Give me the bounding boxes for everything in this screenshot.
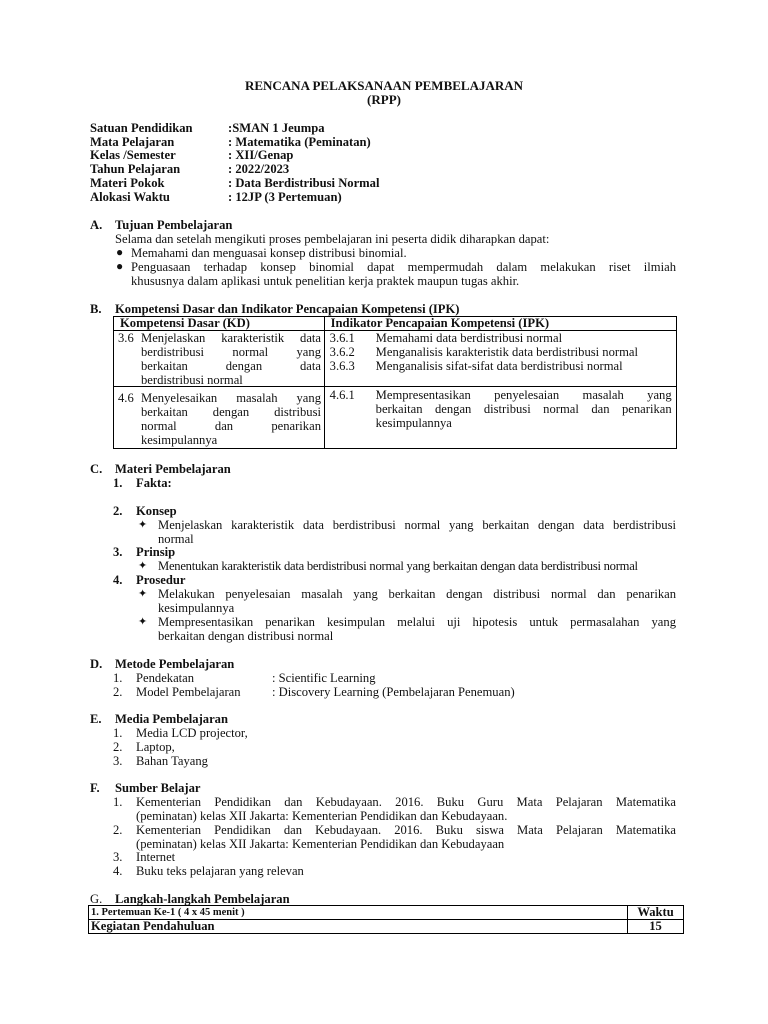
- ipk-cell: [324, 387, 676, 449]
- section-heading: Materi Pembelajaran: [115, 462, 231, 476]
- item-label: Model Pembelajaran: [136, 685, 241, 699]
- item-text: (peminatan) kelas XII Jakarta: Kementerian Pendidikan dan Kebudayaan.: [136, 809, 508, 823]
- identity-value: :SMAN 1 Jeumpa: [228, 121, 325, 135]
- item-number: 2.: [113, 504, 123, 518]
- section-letter: B.: [90, 302, 102, 316]
- column-header-ipk: Indikator Pencapaian Kompetensi (IPK): [324, 317, 676, 331]
- section-letter: D.: [90, 657, 103, 671]
- list-text: Mempresentasikan penarikan kesimpulan melalui uji hipotesis untuk permasalahan yang: [158, 615, 676, 629]
- langkah-table: [88, 905, 684, 934]
- kd-number: 4.6: [118, 391, 134, 405]
- item-number: 4.: [113, 573, 123, 587]
- section-heading: Tujuan Pembelajaran: [115, 218, 233, 232]
- document-subtitle: (RPP): [367, 92, 401, 107]
- item-number: 2.: [113, 685, 123, 699]
- identity-value: : Matematika (Peminatan): [228, 135, 371, 149]
- identity-value: : 12JP (3 Pertemuan): [228, 190, 342, 204]
- section-letter: E.: [90, 712, 102, 726]
- item-label: Prinsip: [136, 545, 176, 559]
- waktu-header: Waktu: [628, 906, 684, 920]
- item-text: Buku teks pelajaran yang relevan: [136, 864, 304, 878]
- kd-text: berkaitan dengan data: [141, 359, 321, 373]
- ipk-number: 3.6.3: [329, 359, 355, 373]
- item-value: : Discovery Learning (Pembelajaran Penemuan): [272, 685, 515, 699]
- identity-value: : Data Berdistribusi Normal: [228, 176, 380, 190]
- kd-text: berdistribusi normal: [141, 373, 243, 387]
- ipk-number: 4.6.1: [329, 388, 355, 402]
- star-bullet-icon: ✦: [138, 588, 148, 600]
- identity-value: : XII/Genap: [228, 148, 294, 162]
- pertemuan-header: 1. Pertemuan Ke-1 ( 4 x 45 menit ): [89, 906, 628, 920]
- item-number: 4.: [113, 864, 123, 878]
- identity-label: Kelas /Semester: [90, 148, 176, 162]
- list-text: normal: [158, 532, 194, 546]
- section-heading: Kompetensi Dasar dan Indikator Pencapaian Kompetensi (IPK): [115, 302, 460, 316]
- kd-text: Menyelesaikan masalah yang: [141, 391, 321, 405]
- item-label: Prosedur: [136, 573, 186, 587]
- kd-ipk-table: [113, 316, 677, 449]
- section-heading: Media Pembelajaran: [115, 712, 228, 726]
- star-bullet-icon: ✦: [138, 560, 148, 572]
- ipk-text: Menganalisis sifat-sifat data berdistribusi normal: [375, 359, 623, 373]
- list-text: Melakukan penyelesaian masalah yang berkaitan dengan distribusi normal dan penarikan: [158, 587, 676, 601]
- ipk-text: Mempresentasikan penyelesaian masalah yang: [375, 388, 672, 402]
- item-number: 2.: [113, 823, 123, 837]
- item-number: 3.: [113, 545, 123, 559]
- item-number: 3.: [113, 754, 123, 768]
- bullet-icon: ●: [116, 245, 124, 259]
- section-letter: G.: [90, 892, 103, 906]
- document-title: RENCANA PELAKSANAAN PEMBELAJARAN: [244, 78, 524, 93]
- item-text: Laptop,: [136, 740, 175, 754]
- star-bullet-icon: ✦: [138, 519, 148, 531]
- ipk-text: kesimpulannya: [375, 416, 452, 430]
- identity-value: : 2022/2023: [228, 162, 290, 176]
- section-heading: Langkah-langkah Pembelajaran: [115, 892, 290, 906]
- item-number: 1.: [113, 671, 123, 685]
- item-number: 1.: [113, 726, 123, 740]
- kd-text: Menjelaskan karakteristik data: [141, 331, 321, 345]
- item-label: Fakta:: [136, 476, 172, 490]
- item-text: (peminatan) kelas XII Jakarta: Kementerian Pendidikan dan Kebudayaan: [136, 837, 505, 851]
- item-value: : Scientific Learning: [272, 671, 376, 685]
- list-text: kesimpulannya: [158, 601, 235, 615]
- identity-label: Mata Pelajaran: [90, 135, 175, 149]
- item-number: 2.: [113, 740, 123, 754]
- section-heading: Metode Pembelajaran: [115, 657, 235, 671]
- kd-text: normal dan penarikan: [141, 419, 321, 433]
- kd-cell: [114, 387, 325, 449]
- ipk-cell: [324, 331, 676, 387]
- column-header-kd: Kompetensi Dasar (KD): [114, 317, 325, 331]
- ipk-text: berkaitan dengan distribusi normal dan penarikan: [375, 402, 672, 416]
- item-number: 1.: [113, 476, 123, 490]
- kd-text: kesimpulannya: [141, 433, 218, 447]
- ipk-number: 3.6.1: [329, 331, 355, 345]
- ipk-number: 3.6.2: [329, 345, 355, 359]
- list-text: Menentukan karakteristik data berdistribusi normal yang berkaitan dengan data berdistribusi normal: [158, 559, 638, 573]
- bullet-text: Penguasaan terhadap konsep binomial dapat mempermudah dalam melakukan riset ilmiah: [131, 260, 676, 274]
- bullet-icon: ●: [116, 259, 124, 273]
- item-text: Kementerian Pendidikan dan Kebudayaan. 2016. Buku siswa Mata Pelajaran Matematika: [136, 823, 676, 837]
- item-number: 1.: [113, 795, 123, 809]
- item-number: 3.: [113, 850, 123, 864]
- waktu-value: 15: [628, 920, 684, 934]
- item-text: Kementerian Pendidikan dan Kebudayaan. 2016. Buku Guru Mata Pelajaran Matematika: [136, 795, 676, 809]
- kd-cell: [114, 331, 325, 387]
- section-letter: F.: [90, 781, 100, 795]
- ipk-text: Memahami data berdistribusi normal: [375, 331, 563, 345]
- section-intro: Selama dan setelah mengikuti proses pembelajaran ini peserta didik diharapkan dapat:: [115, 232, 550, 246]
- item-text: Media LCD projector,: [136, 726, 248, 740]
- kd-text: berdistribusi normal yang: [141, 345, 321, 359]
- bullet-text: Memahami dan menguasai konsep distribusi binomial.: [131, 246, 407, 260]
- section-letter: A.: [90, 218, 103, 232]
- kegiatan-pendahuluan-label: Kegiatan Pendahuluan: [89, 920, 628, 934]
- list-text: Menjelaskan karakteristik data berdistribusi normal yang berkaitan dengan data berdistribusi: [158, 518, 676, 532]
- section-letter: C.: [90, 462, 103, 476]
- ipk-text: Menganalisis karakteristik data berdistribusi normal: [375, 345, 638, 359]
- kd-number: 3.6: [118, 331, 134, 345]
- item-label: Konsep: [136, 504, 177, 518]
- identity-label: Materi Pokok: [90, 176, 165, 190]
- kd-text: berkaitan dengan distribusi: [141, 405, 321, 419]
- item-text: Internet: [136, 850, 176, 864]
- item-label: Pendekatan: [136, 671, 195, 685]
- item-text: Bahan Tayang: [136, 754, 208, 768]
- identity-label: Satuan Pendidikan: [90, 121, 193, 135]
- section-heading: Sumber Belajar: [115, 781, 201, 795]
- bullet-text-cont: khususnya dalam aplikasi untuk penelitian kerja praktek maupun tugas akhir.: [131, 274, 520, 288]
- identity-label: Tahun Pelajaran: [90, 162, 181, 176]
- identity-label: Alokasi Waktu: [90, 190, 170, 204]
- star-bullet-icon: ✦: [138, 616, 148, 628]
- list-text: berkaitan dengan distribusi normal: [158, 629, 334, 643]
